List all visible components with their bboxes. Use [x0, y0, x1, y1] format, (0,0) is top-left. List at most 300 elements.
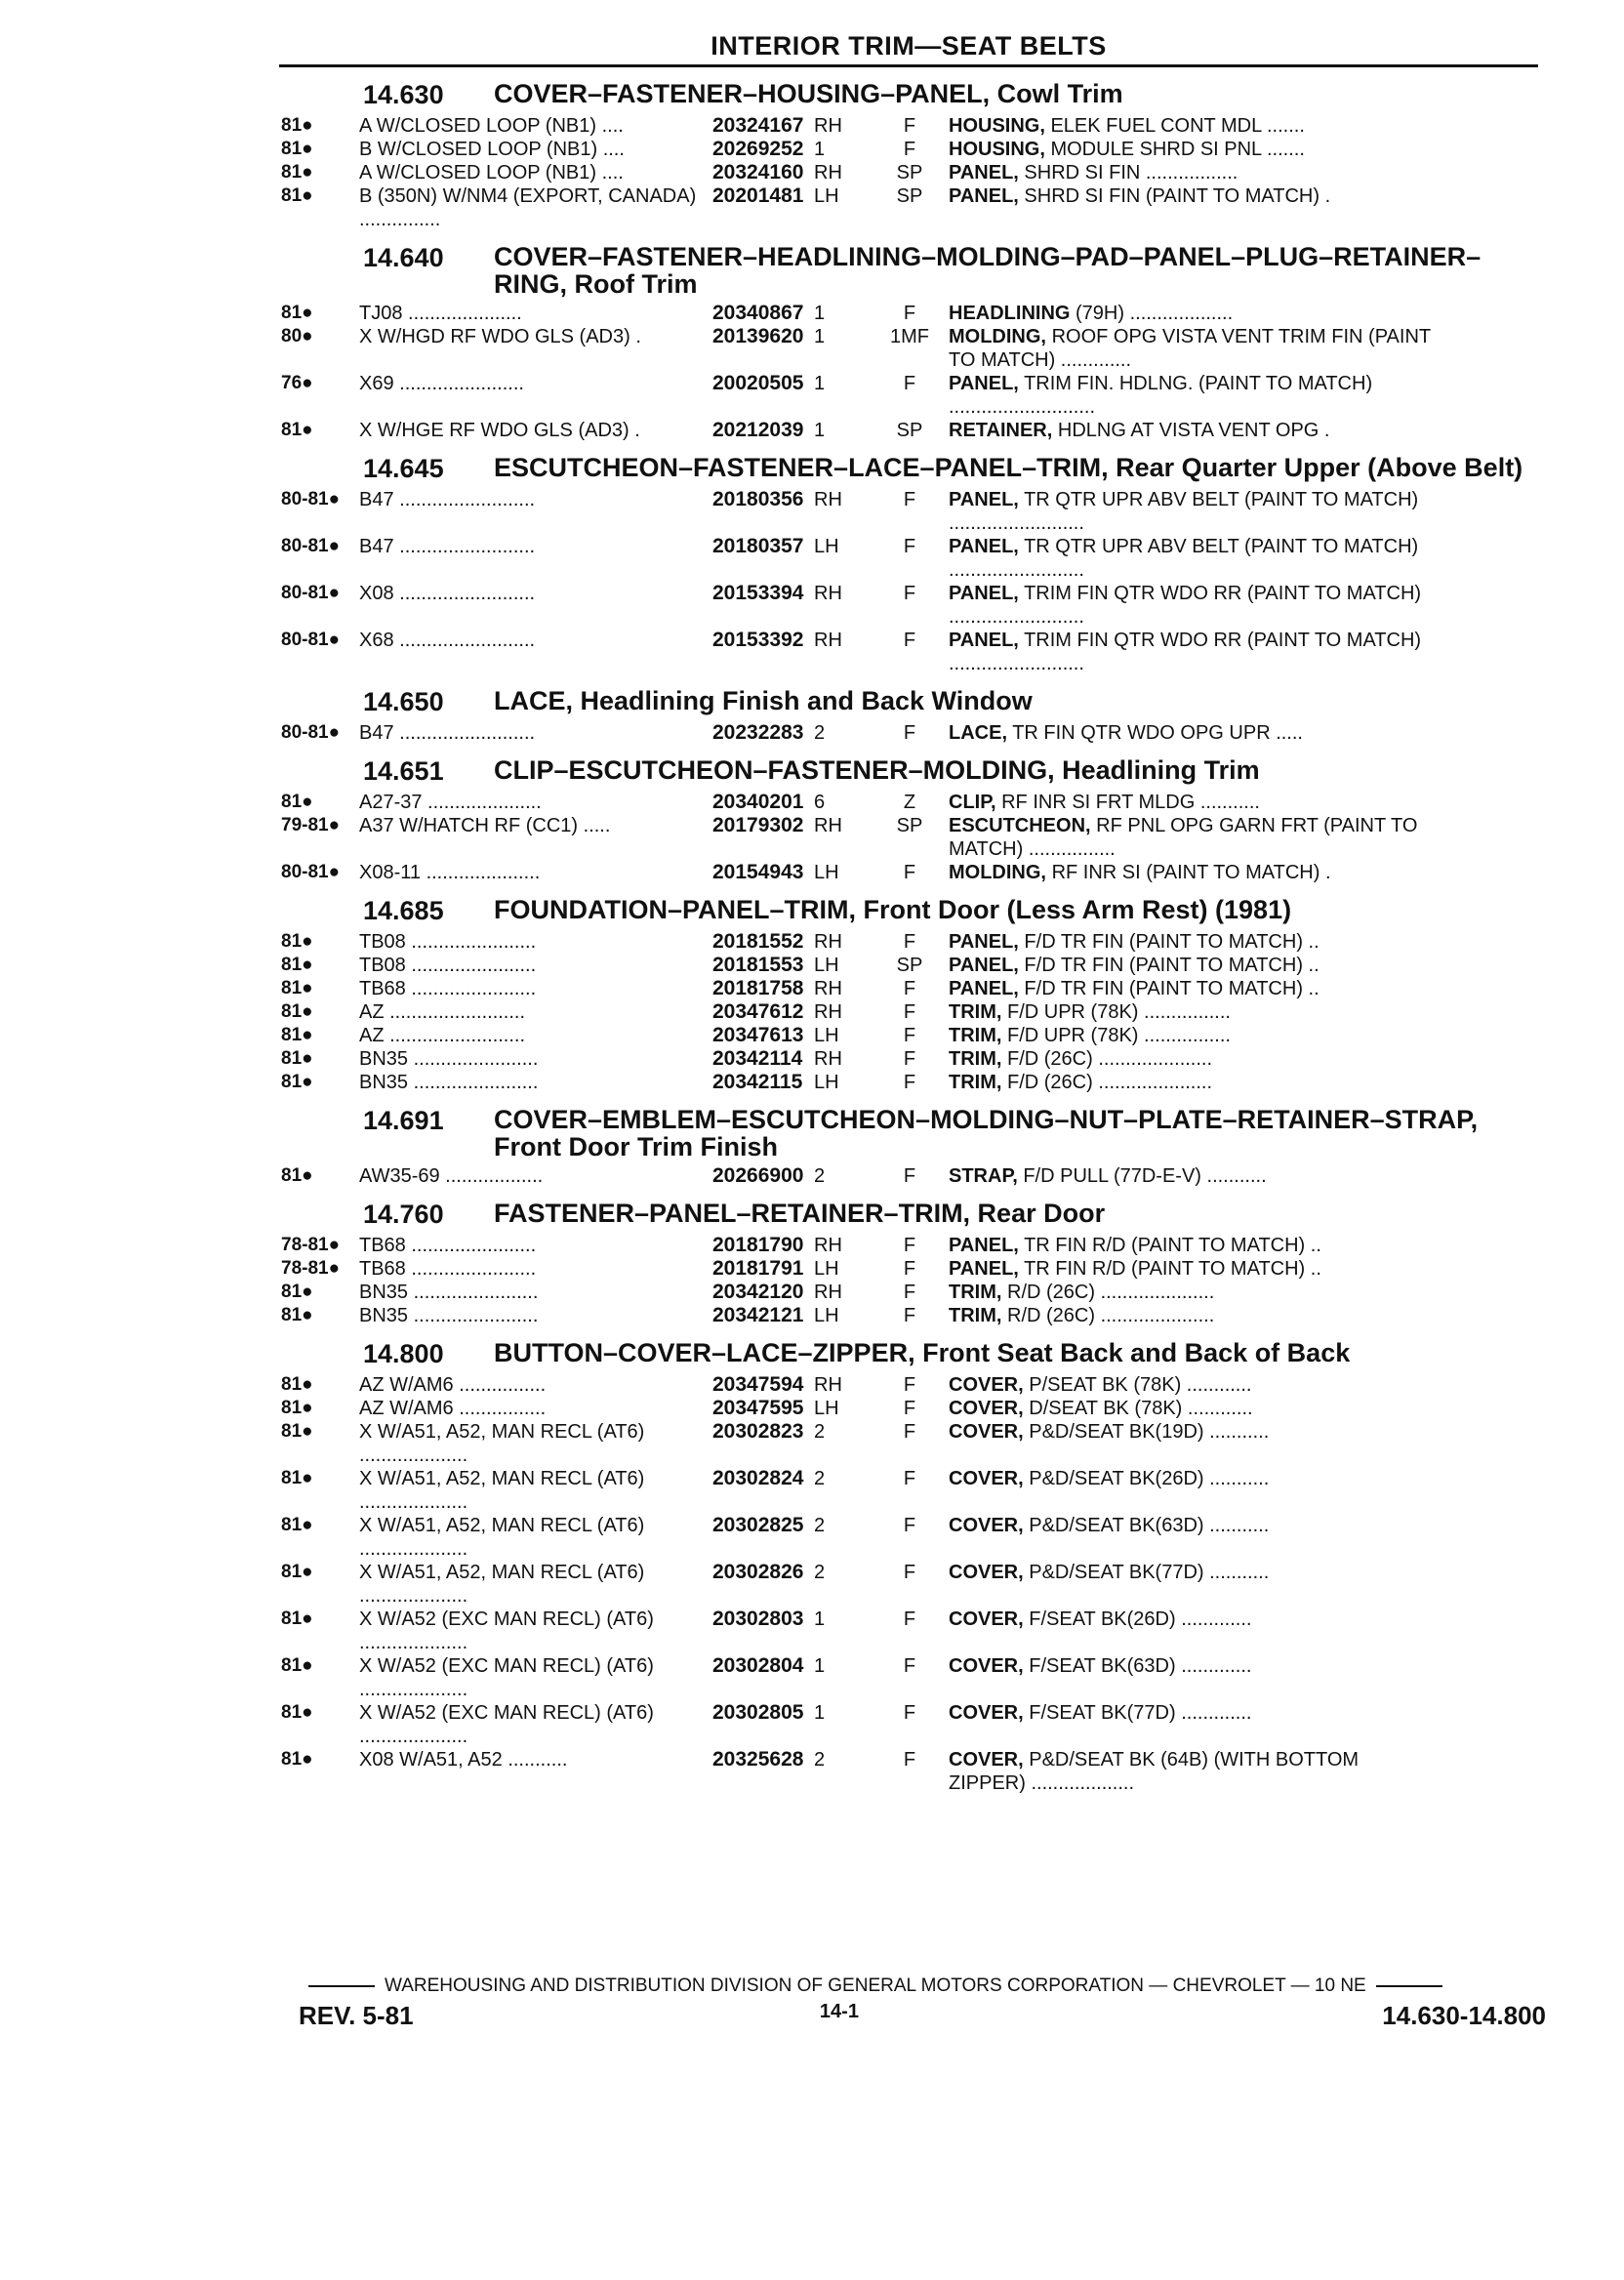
part-row [281, 1654, 1550, 1701]
footer-division: WAREHOUSING AND DISTRIBUTION DIVISION OF GENERAL MOTORS CORPORATION — CHEVROLET — 10 NE [385, 1975, 1366, 1996]
part-row [281, 325, 1550, 372]
part-description: R/D (26C) ..................... [1007, 1305, 1215, 1326]
part-name [949, 721, 1437, 745]
status-code: F [903, 1025, 916, 1046]
part-row [281, 1257, 1550, 1281]
part-number: 20181791 [712, 1257, 804, 1280]
part-name [949, 814, 1437, 861]
page-footer [299, 1975, 1546, 2031]
application: X W/A51, A52, MAN RECL (AT6) .................... [359, 1468, 645, 1513]
part-description: SHRD SI FIN (PAINT TO MATCH) . [1024, 185, 1331, 207]
part-name [949, 954, 1437, 977]
part-name [949, 1397, 1437, 1420]
section-number: 14.650 [363, 687, 444, 716]
status-code: F [903, 1001, 916, 1023]
part-number: 20302804 [712, 1654, 804, 1677]
part-noun: HEADLINING [949, 303, 1071, 324]
part-noun: PANEL, [949, 373, 1019, 394]
status-code: F [903, 1165, 916, 1187]
part-noun: PANEL, [949, 978, 1019, 999]
quantity: 1 [814, 326, 826, 347]
part-description: TRIM FIN. HDLNG. (PAINT TO MATCH) ........................... [949, 373, 1373, 418]
model-year: 81● [281, 1001, 313, 1022]
part-name [949, 302, 1437, 325]
part-noun: PANEL, [949, 162, 1019, 183]
application: B47 ......................... [359, 536, 536, 557]
part-number: 20212039 [712, 419, 804, 441]
part-description: F/SEAT BK(63D) ............. [1029, 1655, 1252, 1677]
status-code: F [903, 862, 916, 883]
application: B W/CLOSED LOOP (NB1) .... [359, 139, 625, 160]
part-number: 20302824 [712, 1467, 804, 1489]
part-noun: TRIM, [949, 1305, 1002, 1326]
part-description: P&D/SEAT BK(19D) ........... [1029, 1421, 1270, 1443]
status-code: F [903, 978, 916, 999]
quantity: 2 [814, 1562, 826, 1583]
part-name [949, 1000, 1437, 1024]
section-heading [281, 896, 1550, 926]
model-year: 80-81● [281, 489, 341, 509]
part-description: F/D TR FIN (PAINT TO MATCH) .. [1024, 955, 1320, 976]
part-name [949, 325, 1437, 372]
quantity: RH [814, 1282, 842, 1303]
status-code: F [903, 1468, 916, 1489]
part-row [281, 419, 1550, 442]
status-code: F [903, 1258, 916, 1280]
part-row [281, 1467, 1550, 1514]
model-year: 80-81● [281, 630, 341, 650]
part-description: TR FIN R/D (PAINT TO MATCH) .. [1024, 1258, 1321, 1280]
part-row [281, 1608, 1550, 1654]
model-year: 81● [281, 1655, 313, 1676]
section [281, 756, 1550, 884]
part-noun: COVER, [949, 1421, 1024, 1443]
part-noun: TRIM, [949, 1282, 1002, 1303]
part-name [949, 791, 1437, 814]
part-row [281, 1420, 1550, 1467]
section-heading [281, 243, 1550, 298]
model-year: 80● [281, 326, 313, 346]
quantity: LH [814, 1072, 839, 1093]
part-description: MODULE SHRD SI PNL ....... [1050, 139, 1305, 160]
part-name [949, 114, 1437, 138]
part-number: 20342114 [712, 1047, 803, 1070]
model-year: 81● [281, 1374, 313, 1395]
application: AW35-69 .................. [359, 1165, 544, 1187]
part-noun: ESCUTCHEON, [949, 815, 1091, 836]
part-name [949, 1420, 1437, 1444]
section-number: 14.645 [363, 454, 444, 483]
part-noun: COVER, [949, 1608, 1024, 1630]
part-number: 20302805 [712, 1701, 804, 1724]
model-year: 80-81● [281, 722, 341, 743]
parts-content [281, 80, 1550, 1807]
part-name [949, 930, 1437, 954]
part-name [949, 419, 1437, 442]
part-description: F/D TR FIN (PAINT TO MATCH) .. [1024, 978, 1320, 999]
part-description: R/D (26C) ..................... [1007, 1282, 1215, 1303]
part-noun: HOUSING, [949, 115, 1045, 137]
model-year: 81● [281, 1025, 313, 1045]
part-row [281, 930, 1550, 954]
part-row [281, 1514, 1550, 1561]
part-description: TR FIN QTR WDO OPG UPR ..... [1012, 722, 1303, 744]
part-number: 20153392 [712, 629, 804, 651]
status-code: SP [896, 815, 923, 836]
section-heading [281, 1200, 1550, 1230]
application: BN35 ....................... [359, 1048, 539, 1070]
part-description: F/SEAT BK(26D) ............. [1029, 1608, 1252, 1630]
application: X W/A51, A52, MAN RECL (AT6) .................... [359, 1421, 645, 1466]
model-year: 80-81● [281, 583, 341, 603]
part-name [949, 1257, 1437, 1281]
part-description: ROOF OPG VISTA VENT TRIM FIN (PAINT TO MATCH) ............. [949, 326, 1431, 371]
part-row [281, 582, 1550, 629]
part-number: 20180356 [712, 488, 804, 510]
model-year: 80-81● [281, 536, 341, 556]
part-row [281, 161, 1550, 184]
part-name [949, 1024, 1437, 1047]
part-row [281, 1071, 1550, 1094]
part-description: D/SEAT BK (78K) ............ [1029, 1398, 1253, 1419]
part-noun: PANEL, [949, 185, 1019, 207]
part-number: 20347594 [712, 1373, 804, 1396]
section-title: FASTENER–PANEL–RETAINER–TRIM, Rear Door [494, 1199, 1106, 1228]
part-noun: MOLDING, [949, 862, 1046, 883]
model-year: 81● [281, 955, 313, 975]
status-code: F [903, 931, 916, 953]
section-heading [281, 687, 1550, 717]
part-row [281, 1373, 1550, 1397]
part-row [281, 114, 1550, 138]
status-code: 1MF [890, 326, 929, 347]
part-row [281, 814, 1550, 861]
part-name [949, 1281, 1437, 1304]
revision-label: REV. 5-81 [299, 2001, 414, 2030]
part-row [281, 138, 1550, 161]
part-row [281, 861, 1550, 884]
footer-meta [299, 2001, 1546, 2031]
quantity: 1 [814, 373, 826, 394]
status-code: F [903, 1655, 916, 1677]
part-number: 20181553 [712, 954, 804, 976]
application: X69 ....................... [359, 373, 524, 394]
footer-division-line [299, 1975, 1546, 1997]
page-title: INTERIOR TRIM—SEAT BELTS [710, 31, 1107, 61]
part-noun: COVER, [949, 1398, 1024, 1419]
application: X W/A51, A52, MAN RECL (AT6) .................... [359, 1515, 645, 1560]
part-row [281, 1397, 1550, 1420]
part-description: TRIM FIN QTR WDO RR (PAINT TO MATCH) ......................... [949, 630, 1422, 674]
page-header [279, 29, 1538, 67]
status-code: F [903, 536, 916, 557]
part-noun: COVER, [949, 1655, 1024, 1677]
section [281, 80, 1550, 231]
section [281, 896, 1550, 1094]
part-noun: PANEL, [949, 955, 1019, 976]
part-number: 20347612 [712, 1000, 804, 1023]
status-code: F [903, 1608, 916, 1630]
part-number: 20179302 [712, 814, 804, 836]
model-year: 81● [281, 1608, 313, 1629]
quantity: 2 [814, 1421, 826, 1443]
part-name [949, 372, 1437, 419]
model-year: 81● [281, 1515, 313, 1535]
quantity: 6 [814, 792, 826, 813]
part-name [949, 1164, 1437, 1188]
model-year: 81● [281, 1468, 313, 1488]
part-description: RF INR SI FRT MLDG ........... [1001, 792, 1260, 813]
part-noun: TRIM, [949, 1001, 1002, 1023]
application: AZ ......................... [359, 1025, 526, 1046]
part-number: 20020505 [712, 372, 804, 394]
part-name [949, 1373, 1437, 1397]
part-number: 20139620 [712, 325, 804, 347]
application: A27-37 ..................... [359, 792, 542, 813]
part-description: F/D UPR (78K) ................ [1007, 1001, 1231, 1023]
part-description: F/D (26C) ..................... [1007, 1048, 1213, 1070]
part-noun: COVER, [949, 1562, 1024, 1583]
status-code: SP [896, 185, 923, 207]
part-number: 20181758 [712, 977, 804, 999]
part-row [281, 1748, 1550, 1795]
part-number: 20181552 [712, 930, 804, 953]
part-noun: COVER, [949, 1702, 1024, 1724]
status-code: F [903, 630, 916, 651]
part-number: 20154943 [712, 861, 804, 883]
model-year: 81● [281, 303, 313, 323]
part-noun: HOUSING, [949, 139, 1045, 160]
quantity: 1 [814, 1702, 826, 1724]
part-row [281, 488, 1550, 535]
section-heading [281, 1339, 1550, 1369]
quantity: 2 [814, 1165, 826, 1187]
part-name [949, 1654, 1437, 1678]
application: B (350N) W/NM4 (EXPORT, CANADA) ............... [359, 185, 697, 230]
section-heading [281, 756, 1550, 787]
application: TB68 ....................... [359, 1258, 537, 1280]
quantity: RH [814, 978, 842, 999]
status-code: F [903, 1048, 916, 1070]
part-description: P/SEAT BK (78K) ............ [1029, 1374, 1252, 1396]
model-year: 81● [281, 162, 313, 183]
part-number: 20302803 [712, 1608, 804, 1630]
part-number: 20269252 [712, 138, 804, 160]
application: X68 ......................... [359, 630, 536, 651]
part-number: 20324167 [712, 114, 804, 137]
model-year: 81● [281, 139, 313, 159]
section-number: 14.800 [363, 1339, 444, 1368]
application: X W/A51, A52, MAN RECL (AT6) .................... [359, 1562, 645, 1607]
quantity: RH [814, 162, 842, 183]
part-row [281, 629, 1550, 675]
part-description: F/D PULL (77D-E-V) ........... [1023, 1165, 1267, 1187]
part-row [281, 1304, 1550, 1327]
part-description: P&D/SEAT BK(63D) ........... [1029, 1515, 1270, 1536]
application: A W/CLOSED LOOP (NB1) .... [359, 162, 624, 183]
part-row [281, 954, 1550, 977]
part-description: F/SEAT BK(77D) ............. [1029, 1702, 1252, 1724]
part-description: TRIM FIN QTR WDO RR (PAINT TO MATCH) ......................... [949, 583, 1422, 628]
part-row [281, 1024, 1550, 1047]
status-code: F [903, 1515, 916, 1536]
application: TJ08 ..................... [359, 303, 522, 324]
status-code: SP [896, 955, 923, 976]
part-number: 20324160 [712, 161, 804, 183]
part-number: 20340867 [712, 302, 804, 324]
quantity: LH [814, 536, 839, 557]
quantity: RH [814, 583, 842, 604]
model-year: 81● [281, 1165, 313, 1186]
application: A W/CLOSED LOOP (NB1) .... [359, 115, 624, 137]
status-code: F [903, 139, 916, 160]
application: TB08 ....................... [359, 955, 537, 976]
part-number: 20302825 [712, 1514, 804, 1536]
part-number: 20325628 [712, 1748, 804, 1771]
part-description: F/D (26C) ..................... [1007, 1072, 1213, 1093]
part-noun: TRIM, [949, 1072, 1002, 1093]
model-year: 81● [281, 931, 313, 952]
section [281, 454, 1550, 675]
section-number: 14.691 [363, 1106, 444, 1135]
quantity: LH [814, 185, 839, 207]
status-code: F [903, 1398, 916, 1419]
section-title: COVER–FASTENER–HOUSING–PANEL, Cowl Trim [494, 79, 1123, 108]
application: AZ W/AM6 ................ [359, 1398, 547, 1419]
quantity: RH [814, 815, 842, 836]
part-name [949, 1701, 1437, 1725]
application: X W/A52 (EXC MAN RECL) (AT6) .................... [359, 1655, 654, 1700]
part-description: F/D UPR (78K) ................ [1007, 1025, 1231, 1046]
part-row [281, 302, 1550, 325]
part-name [949, 1608, 1437, 1631]
status-code: F [903, 489, 916, 510]
quantity: 1 [814, 420, 826, 441]
quantity: RH [814, 1235, 842, 1256]
application: X W/HGE RF WDO GLS (AD3) . [359, 420, 640, 441]
status-code: F [903, 1305, 916, 1326]
part-noun: PANEL, [949, 583, 1019, 604]
part-noun: CLIP, [949, 792, 996, 813]
part-number: 20201481 [712, 184, 804, 207]
part-name [949, 1467, 1437, 1490]
part-noun: RETAINER, [949, 420, 1053, 441]
quantity: 2 [814, 1515, 826, 1536]
model-year: 81● [281, 1305, 313, 1325]
part-name [949, 535, 1437, 582]
quantity: 1 [814, 1608, 826, 1630]
status-code: SP [896, 420, 923, 441]
model-year: 81● [281, 1702, 313, 1723]
part-noun: PANEL, [949, 630, 1019, 651]
section [281, 1200, 1550, 1327]
section-title: FOUNDATION–PANEL–TRIM, Front Door (Less Arm Rest) (1981) [494, 895, 1292, 924]
status-code: Z [903, 792, 916, 813]
status-code: F [903, 1749, 916, 1771]
section [281, 243, 1550, 442]
quantity: RH [814, 630, 842, 651]
quantity: LH [814, 862, 839, 883]
part-name [949, 138, 1437, 161]
part-number: 20347613 [712, 1024, 804, 1046]
part-name [949, 582, 1437, 629]
section-range: 14.630-14.800 [1382, 2001, 1546, 2030]
page-number: 14-1 [819, 2001, 859, 2022]
model-year: 80-81● [281, 862, 341, 882]
part-number: 20180357 [712, 535, 804, 557]
application: AZ ......................... [359, 1001, 526, 1023]
part-noun: PANEL, [949, 931, 1019, 953]
application: AZ W/AM6 ................ [359, 1374, 547, 1396]
part-row [281, 1281, 1550, 1304]
quantity: RH [814, 489, 842, 510]
application: B47 ......................... [359, 722, 536, 744]
part-row [281, 1000, 1550, 1024]
model-year: 81● [281, 1749, 313, 1770]
application: X W/A52 (EXC MAN RECL) (AT6) .................... [359, 1702, 654, 1747]
application: BN35 ....................... [359, 1305, 539, 1326]
model-year: 81● [281, 185, 313, 206]
application: TB68 ....................... [359, 978, 537, 999]
part-number: 20302826 [712, 1561, 804, 1583]
part-description: TR QTR UPR ABV BELT (PAINT TO MATCH) ......................... [949, 489, 1419, 534]
part-name [949, 1071, 1437, 1094]
application: X08-11 ..................... [359, 862, 541, 883]
part-number: 20342121 [712, 1304, 804, 1326]
status-code: F [903, 1562, 916, 1583]
model-year: 79-81● [281, 815, 341, 835]
model-year: 81● [281, 1562, 313, 1582]
model-year: 81● [281, 1048, 313, 1069]
part-row [281, 1164, 1550, 1188]
status-code: F [903, 1374, 916, 1396]
part-row [281, 535, 1550, 582]
quantity: LH [814, 955, 839, 976]
application: A37 W/HATCH RF (CC1) ..... [359, 815, 611, 836]
model-year: 81● [281, 1072, 313, 1092]
section-number: 14.651 [363, 756, 444, 786]
part-row [281, 1701, 1550, 1748]
part-description: P&D/SEAT BK(77D) ........... [1029, 1562, 1270, 1583]
part-name [949, 1047, 1437, 1071]
part-noun: COVER, [949, 1515, 1024, 1536]
part-number: 20181790 [712, 1234, 804, 1256]
status-code: F [903, 115, 916, 137]
quantity: 2 [814, 1749, 826, 1771]
part-number: 20153394 [712, 582, 804, 604]
quantity: RH [814, 1001, 842, 1023]
part-noun: TRIM, [949, 1048, 1002, 1070]
quantity: 1 [814, 1655, 826, 1677]
quantity: LH [814, 1258, 839, 1280]
part-number: 20347595 [712, 1397, 804, 1419]
part-number: 20340201 [712, 791, 804, 813]
section [281, 687, 1550, 745]
part-row [281, 791, 1550, 814]
part-name [949, 861, 1437, 884]
part-description: P&D/SEAT BK (64B) (WITH BOTTOM ZIPPER) ................... [949, 1749, 1360, 1794]
status-code: F [903, 583, 916, 604]
section-title: CLIP–ESCUTCHEON–FASTENER–MOLDING, Headlining Trim [494, 755, 1260, 785]
section-number: 14.640 [363, 243, 444, 272]
part-row [281, 721, 1550, 745]
quantity: 2 [814, 1468, 826, 1489]
quantity: RH [814, 115, 842, 137]
model-year: 78-81● [281, 1258, 341, 1279]
application: BN35 ....................... [359, 1072, 539, 1093]
section [281, 1339, 1550, 1795]
status-code: F [903, 373, 916, 394]
